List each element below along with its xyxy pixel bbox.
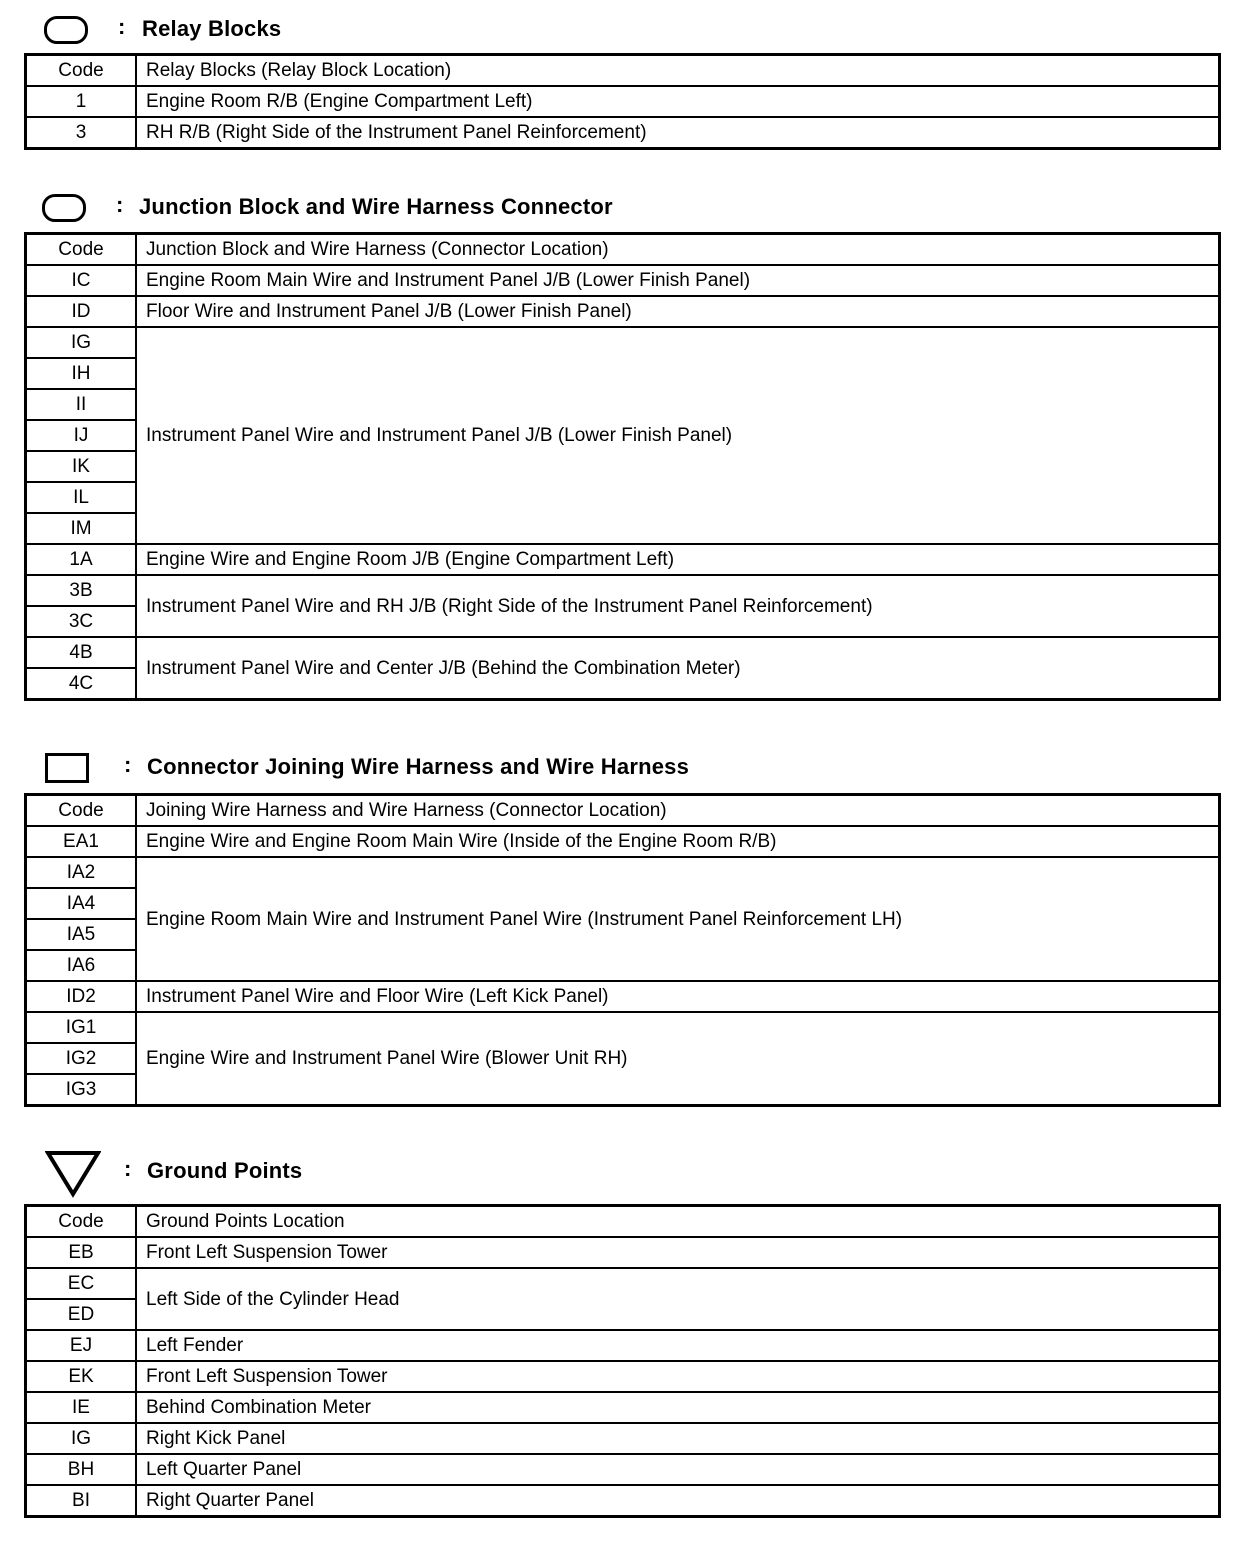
table-row — [26, 1012, 1220, 1043]
row-code: 4C — [26, 668, 137, 700]
header-desc: Ground Points Location — [136, 1206, 1220, 1238]
row-desc: Right Kick Panel — [136, 1423, 1220, 1454]
header-code: Code — [26, 1206, 137, 1238]
row-desc: Engine Room R/B (Engine Compartment Left) — [136, 86, 1220, 117]
row-code: IE — [26, 1392, 137, 1423]
table-row — [26, 1237, 1220, 1268]
row-desc: Left Side of the Cylinder Head — [136, 1268, 1220, 1330]
section-title: Connector Joining Wire Harness and Wire Harness — [147, 754, 690, 779]
table-row — [26, 1485, 1220, 1517]
row-desc: Front Left Suspension Tower — [136, 1361, 1220, 1392]
table-row — [26, 826, 1220, 857]
table-row — [26, 1361, 1220, 1392]
table-header-row — [26, 55, 1220, 87]
row-code: IG2 — [26, 1043, 137, 1074]
row-code: IK — [26, 451, 137, 482]
row-code: BH — [26, 1454, 137, 1485]
table-header-row — [26, 795, 1220, 827]
row-code: EJ — [26, 1330, 137, 1361]
triangle-down-icon — [45, 1150, 101, 1198]
section-title: Ground Points — [147, 1158, 303, 1183]
table-row — [26, 857, 1220, 888]
row-desc: RH R/B (Right Side of the Instrument Panel Reinforcement) — [136, 117, 1220, 149]
row-code: IA4 — [26, 888, 137, 919]
row-desc: Right Quarter Panel — [136, 1485, 1220, 1517]
header-desc: Joining Wire Harness and Wire Harness (Connector Location) — [136, 795, 1220, 827]
row-desc: Floor Wire and Instrument Panel J/B (Lower Finish Panel) — [136, 296, 1220, 327]
row-code: 4B — [26, 637, 137, 668]
row-desc: Engine Wire and Instrument Panel Wire (Blower Unit RH) — [136, 1012, 1220, 1106]
table-row — [26, 1330, 1220, 1361]
rounded-rect-icon — [44, 16, 88, 44]
relay-blocks-table — [24, 53, 1221, 150]
ground-points-table — [24, 1204, 1221, 1518]
row-code: IA6 — [26, 950, 137, 981]
row-code: ID — [26, 296, 137, 327]
row-desc: Engine Room Main Wire and Instrument Panel J/B (Lower Finish Panel) — [136, 265, 1220, 296]
row-code: 3 — [26, 117, 137, 149]
table-row — [26, 575, 1220, 606]
row-code: ID2 — [26, 981, 137, 1012]
row-code: 3B — [26, 575, 137, 606]
rectangle-icon — [45, 753, 89, 783]
row-code: II — [26, 389, 137, 420]
header-desc: Relay Blocks (Relay Block Location) — [136, 55, 1220, 87]
heading-colon: : — [118, 14, 126, 39]
row-desc: Front Left Suspension Tower — [136, 1237, 1220, 1268]
row-desc: Behind Combination Meter — [136, 1392, 1220, 1423]
section-title: Relay Blocks — [142, 16, 282, 41]
table-row — [26, 296, 1220, 327]
row-desc: Engine Room Main Wire and Instrument Panel Wire (Instrument Panel Reinforcement LH) — [136, 857, 1220, 981]
table-header-row — [26, 1206, 1220, 1238]
table-row — [26, 327, 1220, 358]
row-code: IG1 — [26, 1012, 137, 1043]
header-code: Code — [26, 55, 137, 87]
row-code: ED — [26, 1299, 137, 1330]
row-code: IH — [26, 358, 137, 389]
ground-points-heading — [0, 1150, 1248, 1190]
row-code: IL — [26, 482, 137, 513]
table-header-row — [26, 234, 1220, 266]
junction-block-heading — [0, 188, 1248, 228]
row-code: IA5 — [26, 919, 137, 950]
row-code: IJ — [26, 420, 137, 451]
heading-colon: : — [124, 1156, 132, 1181]
row-code: IG — [26, 327, 137, 358]
table-row — [26, 1268, 1220, 1299]
row-code: EK — [26, 1361, 137, 1392]
row-code: EB — [26, 1237, 137, 1268]
row-code: 3C — [26, 606, 137, 637]
row-code: IG — [26, 1423, 137, 1454]
connector-joining-heading — [0, 748, 1248, 788]
row-desc: Instrument Panel Wire and RH J/B (Right Side of the Instrument Panel Reinforcement) — [136, 575, 1220, 637]
row-code: 1A — [26, 544, 137, 575]
row-code: 1 — [26, 86, 137, 117]
row-code: IC — [26, 265, 137, 296]
table-row — [26, 1392, 1220, 1423]
table-row — [26, 1454, 1220, 1485]
header-code: Code — [26, 234, 137, 266]
row-code: EC — [26, 1268, 137, 1299]
table-row — [26, 981, 1220, 1012]
row-desc: Left Quarter Panel — [136, 1454, 1220, 1485]
row-desc: Instrument Panel Wire and Center J/B (Behind the Combination Meter) — [136, 637, 1220, 700]
row-code: BI — [26, 1485, 137, 1517]
row-code: IG3 — [26, 1074, 137, 1106]
section-title: Junction Block and Wire Harness Connector — [139, 194, 613, 219]
row-desc: Left Fender — [136, 1330, 1220, 1361]
table-row — [26, 117, 1220, 149]
table-row — [26, 86, 1220, 117]
rounded-rect-icon — [42, 194, 86, 222]
row-desc: Engine Wire and Engine Room Main Wire (Inside of the Engine Room R/B) — [136, 826, 1220, 857]
header-desc: Junction Block and Wire Harness (Connector Location) — [136, 234, 1220, 266]
junction-block-table — [24, 232, 1221, 701]
row-desc: Engine Wire and Engine Room J/B (Engine Compartment Left) — [136, 544, 1220, 575]
row-desc: Instrument Panel Wire and Floor Wire (Left Kick Panel) — [136, 981, 1220, 1012]
heading-colon: : — [124, 752, 132, 777]
table-row — [26, 637, 1220, 668]
row-code: IA2 — [26, 857, 137, 888]
table-row — [26, 1423, 1220, 1454]
table-row — [26, 544, 1220, 575]
row-code: IM — [26, 513, 137, 544]
connector-joining-table — [24, 793, 1221, 1107]
table-row — [26, 265, 1220, 296]
header-code: Code — [26, 795, 137, 827]
row-code: EA1 — [26, 826, 137, 857]
relay-blocks-heading — [0, 10, 1248, 50]
row-desc: Instrument Panel Wire and Instrument Panel J/B (Lower Finish Panel) — [136, 327, 1220, 544]
heading-colon: : — [116, 192, 124, 217]
